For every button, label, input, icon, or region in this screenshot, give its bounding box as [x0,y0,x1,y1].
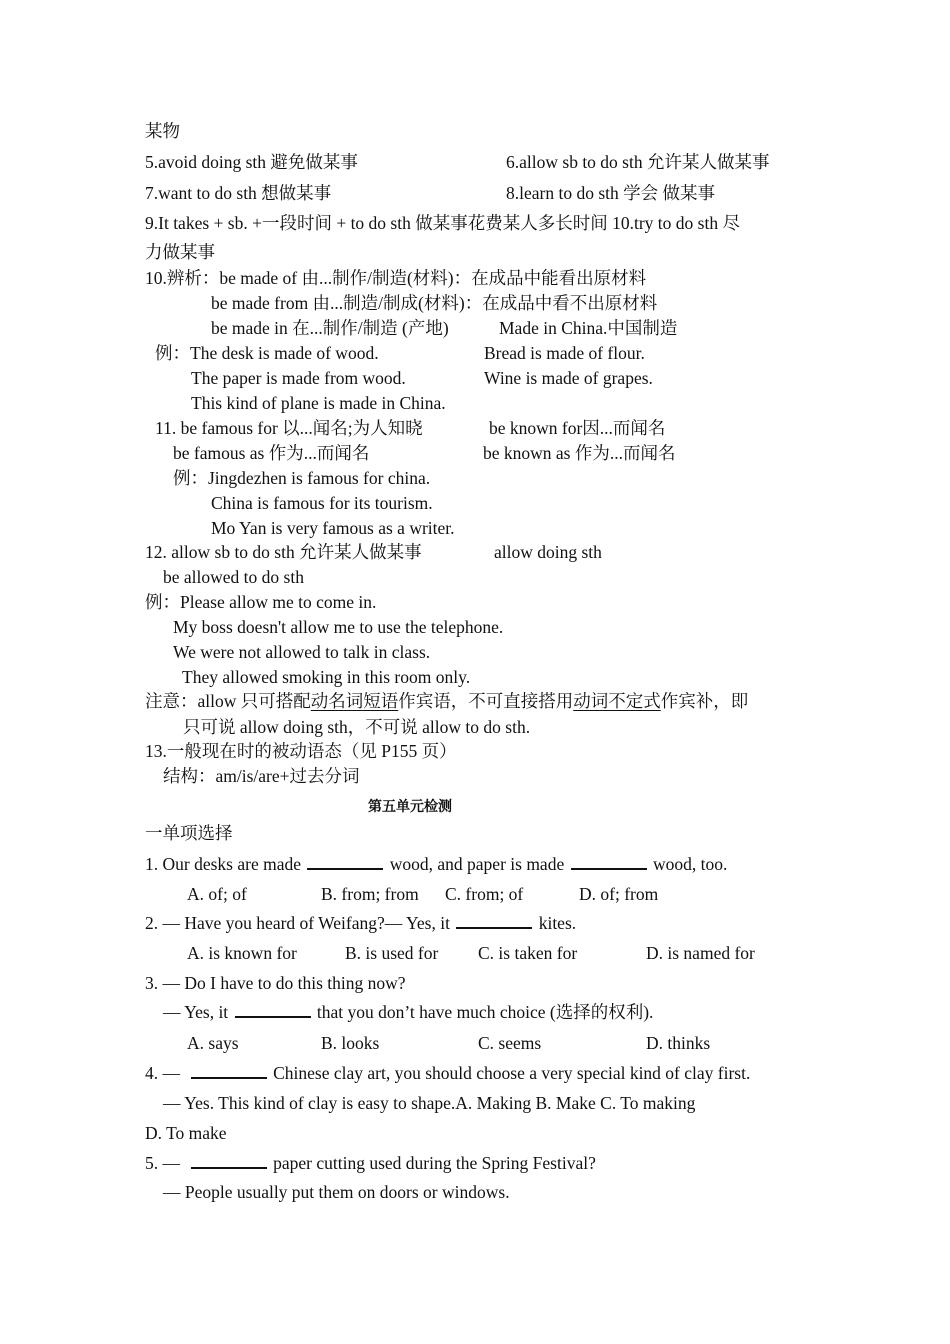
point-10-b: be made from 由...制造/制成(材料)：在成品中看不出原材料 [211,293,658,313]
example-12-c: We were not allowed to talk in class. [173,642,431,662]
example-10-a: 例：The desk is made of wood. [155,343,379,363]
option-1a[interactable]: A. of; of [187,884,247,904]
option-1c[interactable]: C. from; of [445,884,524,904]
point-10-c2: Made in China.中国制造 [499,318,678,338]
question-4-text-b: Chinese clay art, you should choose a very special kind of clay first. [273,1063,751,1083]
point-11-b: be famous as 作为...而闻名 [173,443,370,463]
answer-blank-3[interactable] [235,1002,311,1018]
phrase-9: 9.It takes + sb. +一段时间 + to do sth 做某事花费某人多长时间 10.try to do sth 尽 [145,213,740,233]
option-3d[interactable]: D. thinks [646,1033,711,1053]
option-1b[interactable]: B. from; from [321,884,419,904]
point-11-a: 11. be famous for 以...闻名;为人知晓 [155,418,423,438]
example-12-d: They allowed smoking in this room only. [182,667,471,687]
phrase-5: 5.avoid doing sth 避免做某事 [145,152,358,172]
point-12-b: be allowed to do sth [163,567,304,587]
question-5-text-b: paper cutting used during the Spring Festival? [273,1153,596,1173]
question-3-reply [163,1001,653,1023]
example-12-a: 例：Please allow me to come in. [145,592,377,612]
attention-text-1: 注意：allow 只可搭配 [145,691,311,711]
example-10-a2: Bread is made of flour. [484,343,645,363]
phrase-6: 6.allow sb to do sth 允许某人做某事 [506,152,770,172]
example-10-c: This kind of plane is made in China. [191,393,446,413]
question-5 [145,1152,596,1174]
attention-text-2: 作宾语，不可直接搭用 [398,691,574,711]
note-line: 某物 [145,121,180,141]
option-1d[interactable]: D. of; from [579,884,659,904]
option-3a[interactable]: A. says [187,1033,239,1053]
infinitive-underlined: 动词不定式 [573,691,661,711]
phrase-8: 8.learn to do sth 学会 做某事 [506,183,716,203]
question-2-text-a: 2. — Have you heard of Weifang?— Yes, it [145,913,450,933]
answer-blank-5[interactable] [191,1153,267,1169]
example-11-c: Mo Yan is very famous as a writer. [211,518,455,538]
phrase-7: 7.want to do sth 想做某事 [145,183,332,203]
example-11-a: 例：Jingdezhen is famous for china. [173,468,431,488]
test-title: 第五单元检测 [368,799,452,815]
option-3c[interactable]: C. seems [478,1033,542,1053]
question-1-text-a: 1. Our desks are made [145,854,301,874]
answer-blank-2[interactable] [456,913,532,929]
point-12-a: 12. allow sb to do sth 允许某人做某事 [145,542,422,562]
option-3b[interactable]: B. looks [321,1033,380,1053]
option-2a[interactable]: A. is known for [187,943,297,963]
question-2-text-b: kites. [538,913,577,933]
question-1-text-c: wood, too. [652,854,728,874]
question-2 [145,912,576,934]
option-2c[interactable]: C. is taken for [478,943,578,963]
point-10-c: be made in 在...制作/制造 (产地) [211,318,449,338]
question-4-reply: — Yes. This kind of clay is easy to shape.A. Making B. Make C. To making [163,1093,696,1113]
phrase-9-cont: 力做某事 [145,242,215,262]
gerund-phrase-underlined: 动名词短语 [310,691,399,711]
question-3-text-c: that you don’t have much choice (选择的权利). [316,1002,654,1022]
attention-note [145,690,748,712]
example-12-b: My boss doesn't allow me to use the telephone. [173,617,504,637]
point-13-structure: 结构：am/is/are+过去分词 [163,766,360,786]
answer-blank-4[interactable] [191,1063,267,1079]
point-12-a2: allow doing sth [494,542,602,562]
question-4-text-a: 4. — [145,1063,180,1083]
example-10-b: The paper is made from wood. [191,368,406,388]
question-3-text-b: — Yes, it [163,1002,229,1022]
question-1-text-b: wood, and paper is made [389,854,565,874]
example-10-b2: Wine is made of grapes. [484,368,653,388]
section-heading: 一单项选择 [145,823,233,843]
option-2d[interactable]: D. is named for [646,943,755,963]
example-11-b: China is famous for its tourism. [211,493,433,513]
answer-blank-1b[interactable] [571,854,647,870]
point-11-a2: be known for因...而闻名 [489,418,666,438]
attention-note-cont: 只可说 allow doing sth，不可说 allow to do sth. [183,717,531,737]
option-4d[interactable]: D. To make [145,1123,227,1143]
point-13: 13.一般现在时的被动语态（见 P155 页） [145,741,457,761]
question-4 [145,1062,750,1084]
question-5-reply: — People usually put them on doors or windows. [163,1182,510,1202]
question-1 [145,853,727,875]
answer-blank-1a[interactable] [307,854,383,870]
point-10-title: 10.辨析：be made of 由...制作/制造(材料)：在成品中能看出原材料 [145,268,647,288]
question-3: 3. — Do I have to do this thing now? [145,973,406,993]
option-2b[interactable]: B. is used for [345,943,439,963]
point-11-b2: be known as 作为...而闻名 [483,443,676,463]
attention-text-3: 作宾补，即 [660,691,749,711]
question-5-text-a: 5. — [145,1153,180,1173]
